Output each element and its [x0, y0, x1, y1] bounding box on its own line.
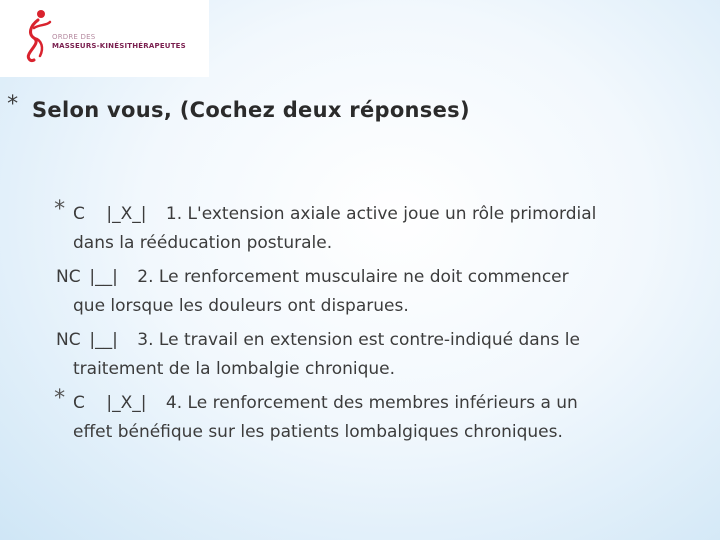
list-item: [53, 197, 696, 258]
logo: [0, 0, 209, 77]
answer-code: C: [73, 393, 85, 413]
item-text-line2: effet bénéfique sur les patients lombalgiques chroniques.: [73, 422, 563, 442]
answer-code: C: [73, 204, 85, 224]
item-text-line2: dans la rééducation posturale.: [73, 233, 333, 253]
answer-checkbox: |__|: [89, 267, 118, 287]
item-text-line1: 3. Le travail en extension est contre-indiqué dans le: [137, 330, 580, 350]
answer-list: [53, 197, 696, 452]
item-text-line1: 4. Le renforcement des membres inférieurs a un: [165, 393, 578, 413]
item-bullet: *: [53, 386, 67, 411]
item-text-line2: que lorsque les douleurs ont disparues.: [73, 296, 409, 316]
item-bullet: *: [53, 197, 67, 222]
list-item: [56, 326, 696, 384]
page-title: Selon vous, (Cochez deux réponses): [32, 98, 470, 122]
list-item: [53, 386, 696, 447]
item-text-line2: traitement de la lombalgie chronique.: [73, 359, 396, 379]
answer-code: NC: [56, 267, 81, 287]
logo-line1: ORDRE DES: [52, 33, 96, 41]
logo-line2: MASSEURS-KINÉSITHÉRAPEUTES: [52, 42, 186, 50]
logo-text: [52, 33, 186, 51]
list-item: [56, 263, 696, 321]
title-bullet: *: [6, 92, 20, 117]
item-text-line1: 1. L'extension axiale active joue un rôle primordial: [165, 204, 597, 224]
answer-code: NC: [56, 330, 81, 350]
item-text-line1: 2. Le renforcement musculaire ne doit commencer: [137, 267, 569, 287]
athlete-figure-icon: [20, 8, 54, 68]
answer-checkbox: |_X_|: [106, 204, 147, 224]
answer-checkbox: |_X_|: [106, 393, 147, 413]
answer-checkbox: |__|: [89, 330, 118, 350]
